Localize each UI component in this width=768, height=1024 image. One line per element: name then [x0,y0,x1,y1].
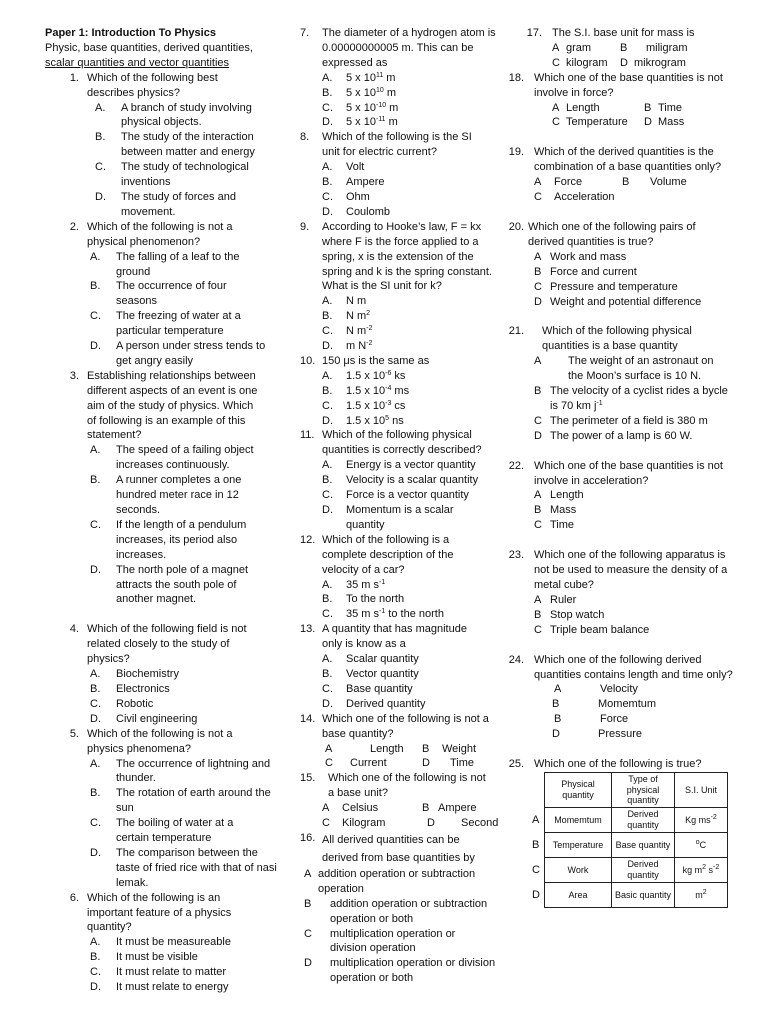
option-a[interactable]: A [534,176,542,189]
table-row[interactable]: A Momemtum Derived quantity Kg $ms^{-2}$ [532,807,727,832]
option-b[interactable]: B [622,176,630,189]
option-c[interactable]: C. The freezing of water at a particular temperature [90,310,241,338]
option-b[interactable]: B [422,802,430,815]
option-a[interactable]: A. 35 m $s^{-1}$ [322,578,386,591]
question-number: 15. [300,772,316,785]
option-b[interactable]: B [644,101,652,114]
question-15 [300,771,505,831]
question-23 [504,548,736,637]
question-text: Which of the following is not a physics phenomena? [87,727,233,755]
option-a[interactable]: A [552,101,560,114]
option-c[interactable]: C [322,817,330,830]
question-number: 12. [300,533,316,546]
table-row[interactable]: D Area Basic quantity $m^2$ [532,882,727,907]
option-d[interactable]: D Weight and potential difference [534,295,702,308]
option-d[interactable]: D. The north pole of a magnet attracts the south pole of another magnet. [90,563,249,606]
question-number: 18. [508,71,524,84]
row-label: B [532,838,540,851]
question-text: The S.I. base unit for mass is [552,27,695,39]
option-c[interactable]: C. 1.5 x $10^{-3}$ cs [322,399,406,412]
question-7 [300,26,505,130]
option-d[interactable]: D. m $N^{-2}$ [322,340,373,353]
answer-table [532,772,728,908]
option-b[interactable]: B addition operation or subtraction operation or both [304,897,488,925]
question-text: Which one of the following is true? [534,758,702,771]
column-1 [45,26,280,995]
column-3 [504,26,736,908]
options-row-2: C kilogram D mikrogram [552,56,686,69]
option-c[interactable]: C [552,56,560,69]
option-b[interactable]: B. Electronics [90,682,170,695]
option-b[interactable]: B Force and current [534,265,637,278]
question-19 [504,145,736,205]
question-21 [504,324,736,443]
options-row-2: C Current D Time [325,757,475,770]
question-number: 24. [508,653,524,666]
question-2 [45,220,280,369]
option-c[interactable]: C. If the length of a pendulum increases, its period also increases. [90,518,247,561]
question-number: 20. [508,220,524,233]
option-c[interactable]: C. Base quantity [322,682,413,695]
option-d[interactable]: D. A person under stress tends to get angry easily [90,340,266,367]
question-text: Which one of the following apparatus is not be used to measure the density of a metal cube? [534,549,728,591]
question-text: Which one of the base quantities is not involve in force? [534,71,723,99]
option-b[interactable]: B. The study of the interaction between matter and energy [95,131,255,159]
column-header: Type of physical quantity [611,772,674,807]
question-25 [504,757,736,908]
option-b[interactable]: B Momemtum [552,698,657,711]
question-14 [300,712,505,772]
option-b[interactable]: B. 1.5 x $10^{-4}$ ms [322,384,410,397]
question-text: 150 μs is the same as [322,354,430,367]
option-d[interactable]: D Pressure [552,728,643,741]
question-6 [45,891,280,995]
column-header: Physical quantity [544,772,611,807]
option-a[interactable]: A addition operation or subtraction operation [304,867,476,895]
question-text: Establishing relationships between different aspects of an event is one aim of the study of physics. Which of following is an example of this statement? [87,369,258,442]
question-4 [45,622,280,726]
question-number: 11. [300,429,315,442]
question-1 [45,71,280,220]
option-c[interactable]: C. Force is a vector quantity [322,489,469,502]
question-8 [300,130,505,219]
option-d[interactable]: D. Momentum is a scalar quantity [322,504,454,531]
question-text: Which of the following is an important feature of a physics quantity? [87,891,232,934]
option-a[interactable]: A. Scalar quantity [322,653,419,666]
option-a[interactable]: A. Volt [322,161,365,174]
option-b[interactable]: B. To the north [322,593,405,606]
question-number: 10. [300,354,316,367]
option-d[interactable]: D [427,817,435,830]
option-a[interactable]: A. 5 x $10^{11}$ m [322,71,396,84]
option-d[interactable]: D multiplication operation or division operation or both [304,957,496,985]
paper-subtitle-line-1: Physic, base quantities, derived quantities, [45,41,253,54]
option-a[interactable]: A. The falling of a leaf to the ground [90,250,240,278]
question-text: All derived quantities can be derived from base quantities by [322,833,475,864]
option-c[interactable]: C Time [534,519,575,532]
question-24 [504,653,736,742]
question-number: 13. [300,623,316,636]
question-text: Which one of the following derived quantities contains length and time only? [534,653,733,681]
question-text: According to Hooke’s law, F = kx where F is the force applied to a spring, x is the extension of the spring and k is the spring constant. What is the SI unit for k? [322,220,492,293]
row-label: D [532,888,540,901]
option-b[interactable]: B. It must be visible [90,951,198,964]
option-a[interactable]: A. Energy is a vector quantity [322,459,476,472]
question-number: 22. [508,459,524,472]
option-b[interactable]: B The velocity of a cyclist rides a bycle is 70 km $j^{-1}$ [534,385,728,412]
option-a[interactable]: A. A branch of study involving physical objects. [95,101,252,129]
option-c[interactable]: C Triple beam balance [534,623,650,636]
row-label: A [532,813,540,826]
option-b[interactable]: B. Vector quantity [322,667,419,680]
option-c[interactable]: C. 5 x $10^{-10}$ m [322,101,399,114]
question-18 [504,71,736,131]
option-b[interactable]: B. 5 x $10^{10}$ m [322,86,396,99]
option-c[interactable]: C [552,116,560,129]
question-text: Which one of the base quantities is not involve in acceleration? [534,459,723,487]
question-number: 19. [508,146,524,159]
question-number: 23. [508,549,524,562]
option-a[interactable]: A The weight of an astronaut on the Moon’s surface is 10 N. [534,355,714,383]
option-c[interactable]: C. The boiling of water at a certain temperature [90,817,234,845]
option-b[interactable]: B. Ampere [322,176,385,189]
question-text: Which of the following best describes physics? [87,71,218,99]
option-c[interactable]: C. Robotic [90,697,154,710]
paper-subtitle-line-2: scalar quantities and vector quantities [45,56,230,69]
question-number: 21. [508,325,524,338]
option-a[interactable]: A [325,742,333,755]
option-b[interactable]: B [620,41,628,54]
option-c[interactable]: C. N $m^{-2}$ [322,325,373,338]
question-12 [300,533,505,622]
question-number: 17. [526,27,542,39]
option-a[interactable]: A. Biochemistry [90,668,179,681]
question-text: Which of the following is the SI unit for electric current? [322,131,472,159]
question-text: Which of the following field is not related closely to the study of physics? [87,623,247,666]
option-c[interactable]: C [325,757,333,770]
question-number: 16. [300,831,316,844]
option-d[interactable]: D. The study of forces and movement. [95,190,236,218]
table-header-row [532,772,727,807]
option-c[interactable]: C The perimeter of a field is 380 m [534,414,708,427]
row-label: C [532,863,540,876]
option-c[interactable]: C Pressure and temperature [534,280,678,293]
option-a[interactable]: A. The speed of a failing object increases continuously. [90,444,254,472]
option-a[interactable]: A Ruler [534,593,577,606]
options-row-1: A gram B miligram [552,41,688,54]
question-10 [300,354,505,429]
option-d[interactable]: D The power of a lamp is 60 W. [534,429,693,442]
question-text: Which of the following is not a physical phenomenon? [87,220,233,248]
option-a[interactable]: A. 1.5 x $10^{-6}$ ks [322,369,406,382]
question-3 [45,369,280,608]
question-number: 14. [300,712,316,725]
option-d[interactable]: D. Civil engineering [90,712,198,725]
option-c[interactable]: C [534,191,542,204]
option-d[interactable]: D. Coulomb [322,205,391,218]
question-16 [300,831,505,986]
option-b[interactable]: B. The occurrence of four seasons [90,280,227,308]
option-a[interactable]: A Length [534,489,584,502]
option-d[interactable]: D. Derived quantity [322,697,426,710]
option-d[interactable]: D. It must relate to energy [90,981,229,994]
option-b[interactable]: B. Velocity is a scalar quantity [322,474,479,487]
option-a[interactable]: A Velocity [554,683,638,696]
options-row-1: A Length B Weight [325,742,477,755]
question-text: The diameter of a hydrogen atom is 0.00000000005 m. This can be expressed as [322,27,496,69]
options-row-1: A Length B Time [552,101,683,114]
option-b[interactable]: B. N $m^2$ [322,310,371,323]
question-number: 5. [69,727,79,740]
option-b[interactable]: B. A runner completes a one hundred meter race in 12 seconds. [90,474,242,516]
option-a[interactable]: A [322,802,330,815]
question-5 [45,727,280,891]
question-number: 6. [69,891,79,904]
table-row[interactable]: C Work Derived quantity kg $m^2$ $s^{-2}$ [532,857,727,882]
question-17 [504,26,736,71]
question-number: 8. [300,131,310,144]
option-b-force[interactable]: B Force [554,713,629,726]
option-b[interactable]: B [422,742,430,755]
question-text: Which one of the following is not a base unit? [328,772,486,800]
option-b[interactable]: B. The rotation of earth around the sun [90,787,271,815]
option-d[interactable]: D. 5 x $10^{-11}$ m [322,116,398,129]
question-text: Which of the derived quantities is the combination of a base quantities only? [534,146,722,174]
column-header: S.I. Unit [674,772,727,807]
question-13 [300,622,505,711]
paper-title: Paper 1: Introduction To Physics [45,27,216,39]
question-number: 7. [300,27,310,39]
option-c[interactable]: C. The study of technological inventions [95,161,249,189]
question-text: A quantity that has magnitude only is know as a [322,623,467,651]
column-2 [300,26,505,986]
question-text: Which one of the following is not a base quantity? [322,712,489,740]
option-a[interactable]: A. The occurrence of lightning and thunder. [90,757,271,785]
option-a[interactable]: A. It must be measureable [90,936,231,949]
options-row-2: C Acceleration [534,191,615,204]
option-c[interactable]: C multiplication operation or division operation [304,927,456,955]
options-row-2: C Kilogram D Second [322,817,499,830]
question-number: 1. [69,71,79,84]
option-d[interactable]: D [644,116,652,129]
options-row-2: C Temperature D Mass [552,116,685,129]
options-row-1: A Celsius B Ampere [322,802,477,815]
question-text: Which one of the following pairs of derived quantities is true? [528,220,696,248]
question-number: 2. [69,220,79,233]
question-22 [504,459,736,534]
option-d[interactable]: D. 1.5 x $10^5$ ns [322,414,404,427]
option-a[interactable]: A [552,41,560,54]
question-number: 3. [69,369,79,382]
question-text: Which of the following is a complete description of the velocity of a car? [322,533,454,576]
option-a[interactable]: A. N m [322,295,367,308]
question-11 [300,428,505,532]
option-b[interactable]: B Stop watch [534,608,605,621]
question-number: 25. [508,758,524,771]
option-d[interactable]: D [422,757,430,770]
question-text: Which of the following physical quantities is a base quantity [542,325,692,353]
option-a[interactable]: A Work and mass [534,250,627,263]
option-c[interactable]: C. 35 m $s^{-1}$ to the north [322,608,444,621]
option-d[interactable]: D. The comparison between the taste of fried rice with that of nasi lemak. [90,846,277,889]
option-c[interactable]: C. Ohm [322,190,370,203]
option-d[interactable]: D [620,56,628,69]
question-20 [504,220,736,309]
table-row[interactable]: B Temperature Base quantity $^o$C [532,832,727,857]
question-9 [300,220,505,354]
options-row-1: A Force B Volume [534,176,687,189]
question-number: 4. [69,623,79,636]
question-number: 9. [300,220,310,233]
option-b[interactable]: B Mass [534,504,577,517]
question-text: Which of the following physical quantities is correctly described? [322,429,482,457]
option-c[interactable]: C. It must relate to matter [90,966,227,979]
